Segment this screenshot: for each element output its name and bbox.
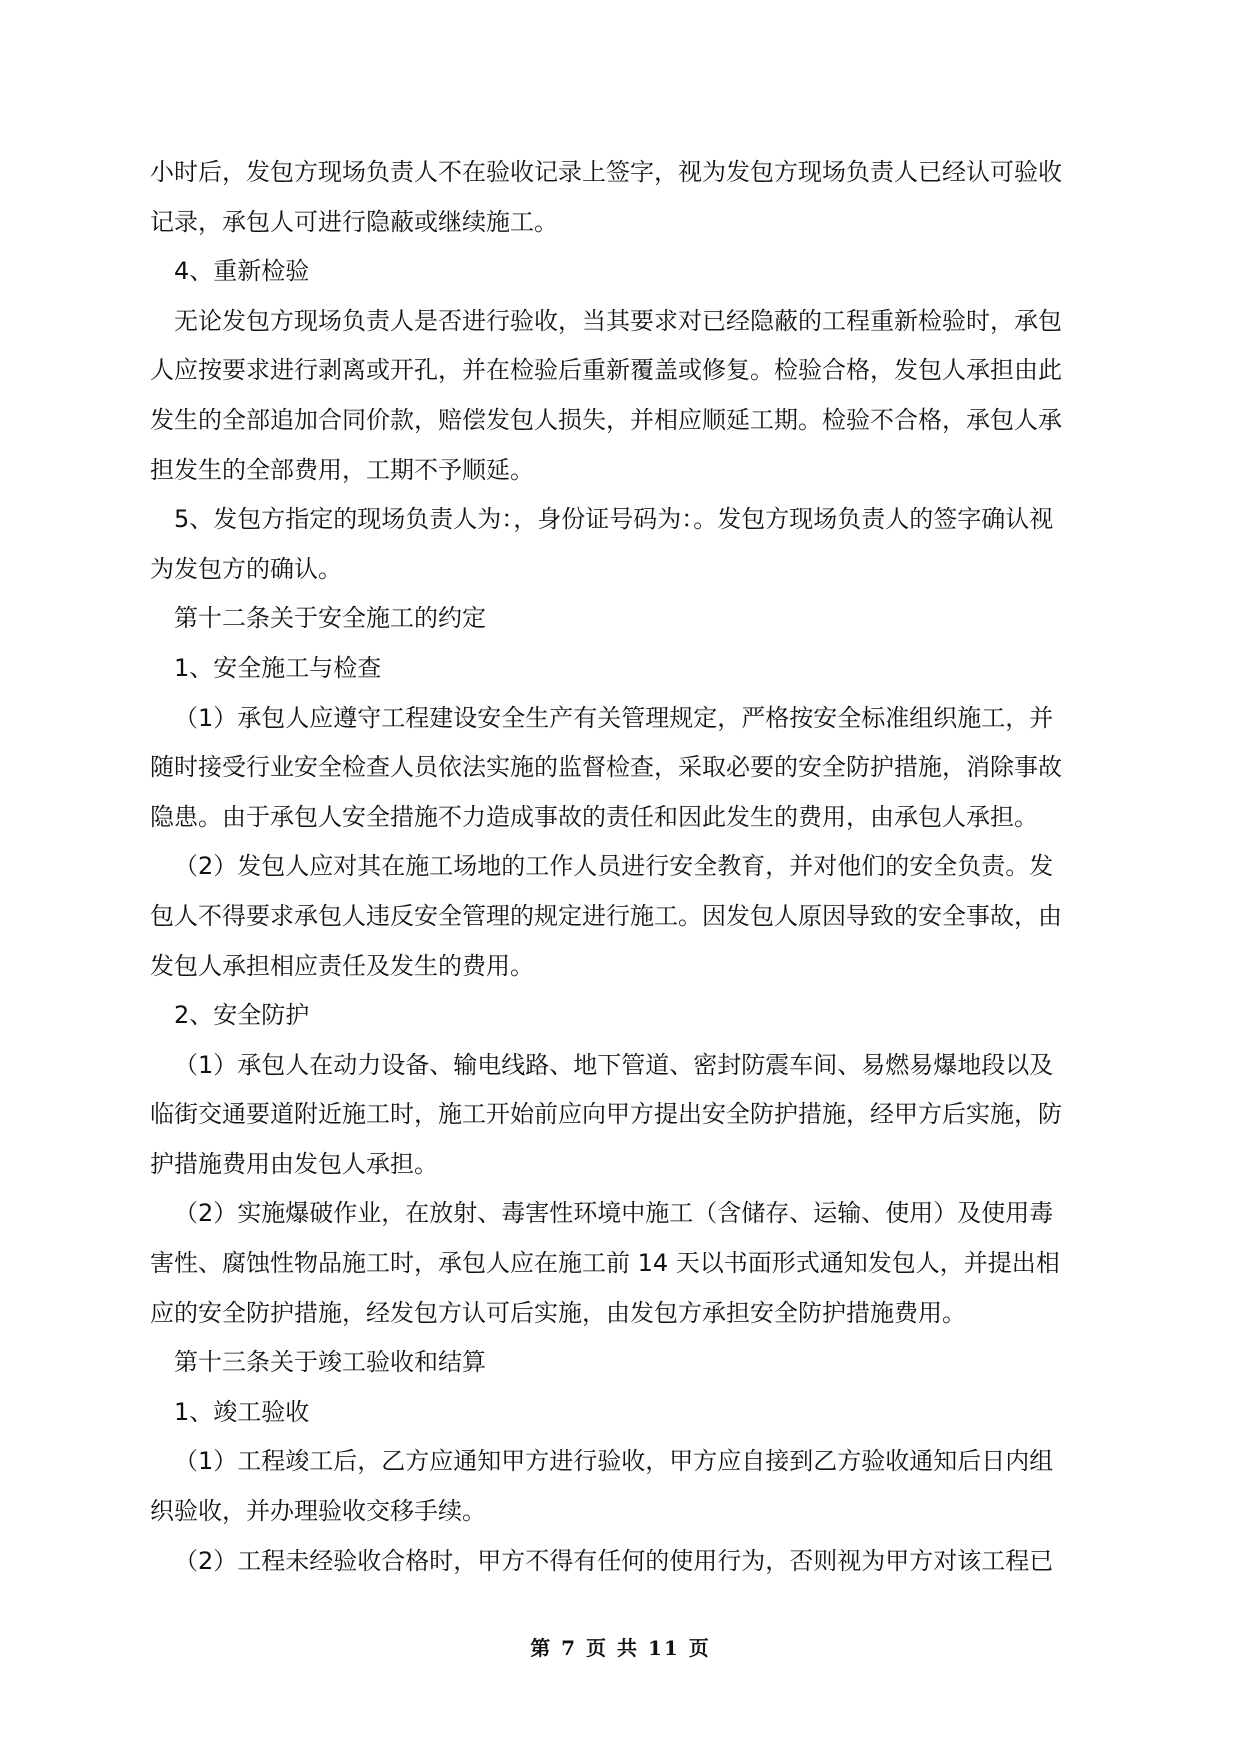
text-line: 小时后，发包方现场负责人不在验收记录上签字，视为发包方现场负责人已经认可验收 [150,158,1062,186]
text-line: 护措施费用由发包人承担。 [150,1149,438,1178]
text-line: （2）发包人应对其在施工场地的工作人员进行安全教育，并对他们的安全负责。发 [174,852,1054,881]
text-line: 发包人承担相应责任及发生的费用。 [150,951,534,980]
text-line: 织验收，并办理验收交移手续。 [150,1497,486,1526]
text-line: 害性、腐蚀性物品施工时，承包人应在施工前 14 天以书面形式通知发包人，并提出相 [150,1249,1060,1278]
article-heading: 第十二条关于安全施工的约定 [174,604,486,633]
document-body [150,148,1090,1586]
text-line: 应的安全防护措施，经发包方认可后实施，由发包方承担安全防护措施费用。 [150,1298,966,1327]
text-line: （2）工程未经验收合格时，甲方不得有任何的使用行为，否则视为甲方对该工程已 [174,1546,1054,1575]
text-line: 包人不得要求承包人违反安全管理的规定进行施工。因发包人原因导致的安全事故，由 [150,901,1062,930]
text-line: （1）承包人在动力设备、输电线路、地下管道、密封防震车间、易燃易爆地段以及 [174,1050,1054,1079]
text-line: （2）实施爆破作业，在放射、毒害性环境中施工（含储存、运输、使用）及使用毒 [174,1199,1054,1228]
text-line: 隐患。由于承包人安全措施不力造成事故的责任和因此发生的费用，由承包人承担。 [150,802,1038,831]
text-line: 为发包方的确认。 [150,554,342,583]
text-line: （1）工程竣工后，乙方应通知甲方进行验收，甲方应自接到乙方验收通知后日内组 [174,1447,1054,1476]
text-line: 记录，承包人可进行隐蔽或继续施工。 [150,207,558,236]
text-line: 发生的全部追加合同价款，赔偿发包人损失，并相应顺延工期。检验不合格，承包人承 [150,405,1062,434]
text-line: 担发生的全部费用，工期不予顺延。 [150,455,534,484]
section-heading: 1、安全施工与检查 [174,653,382,682]
text-line: 随时接受行业安全检查人员依法实施的监督检查，采取必要的安全防护措施，消除事故 [150,753,1062,782]
page-number-footer: 第 7 页 共 11 页 [530,1636,711,1660]
section-heading: 1、竣工验收 [174,1397,310,1426]
text-line: 人应按要求进行剥离或开孔，并在检验后重新覆盖或修复。检验合格，发包人承担由此 [150,356,1062,385]
section-heading: 4、重新检验 [174,257,310,286]
text-line: 无论发包方现场负责人是否进行验收，当其要求对已经隐蔽的工程重新检验时，承包 [174,306,1062,335]
article-heading: 第十三条关于竣工验收和结算 [174,1348,486,1377]
text-line: （1）承包人应遵守工程建设安全生产有关管理规定，严格按安全标准组织施工，并 [174,703,1054,732]
section-heading: 2、安全防护 [174,1001,310,1030]
text-line: 临街交通要道附近施工时，施工开始前应向甲方提出安全防护措施，经甲方后实施，防 [150,1100,1062,1129]
text-line: 5、发包方指定的现场负责人为：，身份证号码为：。发包方现场负责人的签字确认视 [174,505,1054,534]
